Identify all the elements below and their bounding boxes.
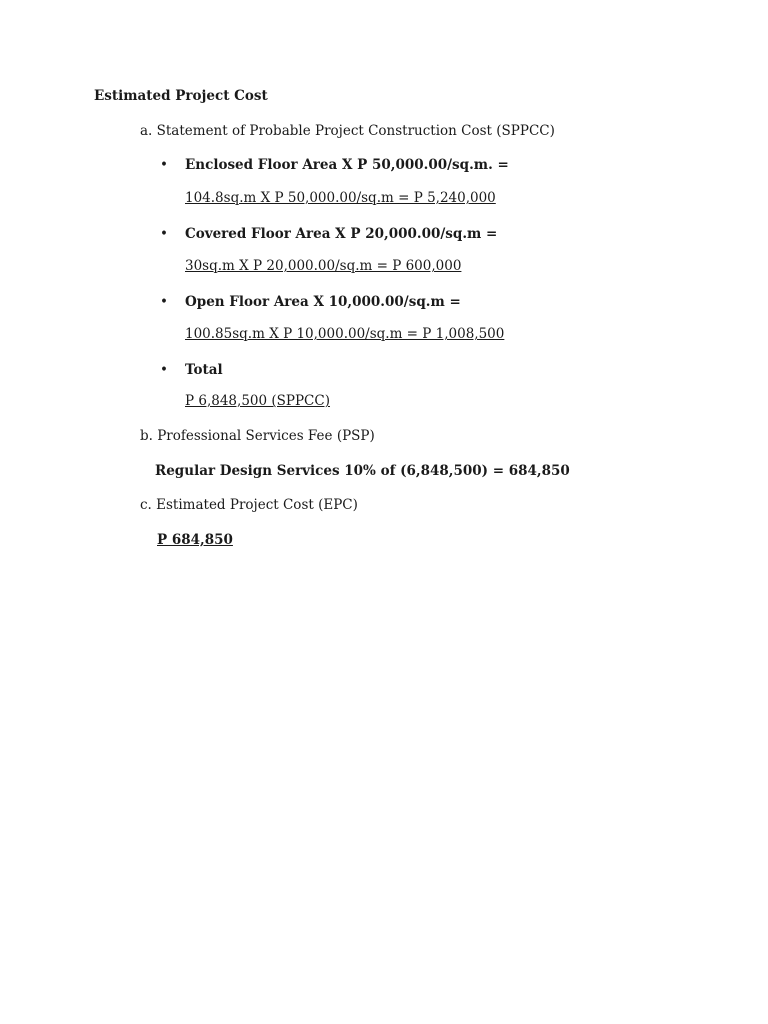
section-b-value: Regular Design Services 10% of (6,848,500) = 684,850 bbox=[155, 463, 570, 479]
item-enclosed-label: Enclosed Floor Area X P 50,000.00/sq.m. = bbox=[185, 157, 509, 173]
section-a-heading: a. Statement of Probable Project Construction Cost (SPPCC) bbox=[140, 123, 555, 139]
bullet-marker: • bbox=[160, 294, 168, 310]
bullet-marker: • bbox=[160, 226, 168, 242]
item-total-label: Total bbox=[185, 362, 223, 378]
section-c-heading: c. Estimated Project Cost (EPC) bbox=[140, 497, 358, 513]
bullet-marker: • bbox=[160, 157, 168, 173]
item-covered-label: Covered Floor Area X P 20,000.00/sq.m = bbox=[185, 226, 498, 242]
item-enclosed-calc: 104.8sq.m X P 50,000.00/sq.m = P 5,240,000 bbox=[185, 190, 496, 206]
section-b-heading: b. Professional Services Fee (PSP) bbox=[140, 428, 375, 444]
section-c-value: P 684,850 bbox=[157, 532, 233, 548]
item-covered-calc: 30sq.m X P 20,000.00/sq.m = P 600,000 bbox=[185, 258, 462, 274]
item-open-label: Open Floor Area X 10,000.00/sq.m = bbox=[185, 294, 461, 310]
bullet-marker: • bbox=[160, 362, 168, 378]
item-total-calc: P 6,848,500 (SPPCC) bbox=[185, 393, 330, 409]
item-open-calc: 100.85sq.m X P 10,000.00/sq.m = P 1,008,500 bbox=[185, 326, 505, 342]
document-title: Estimated Project Cost bbox=[94, 88, 268, 104]
